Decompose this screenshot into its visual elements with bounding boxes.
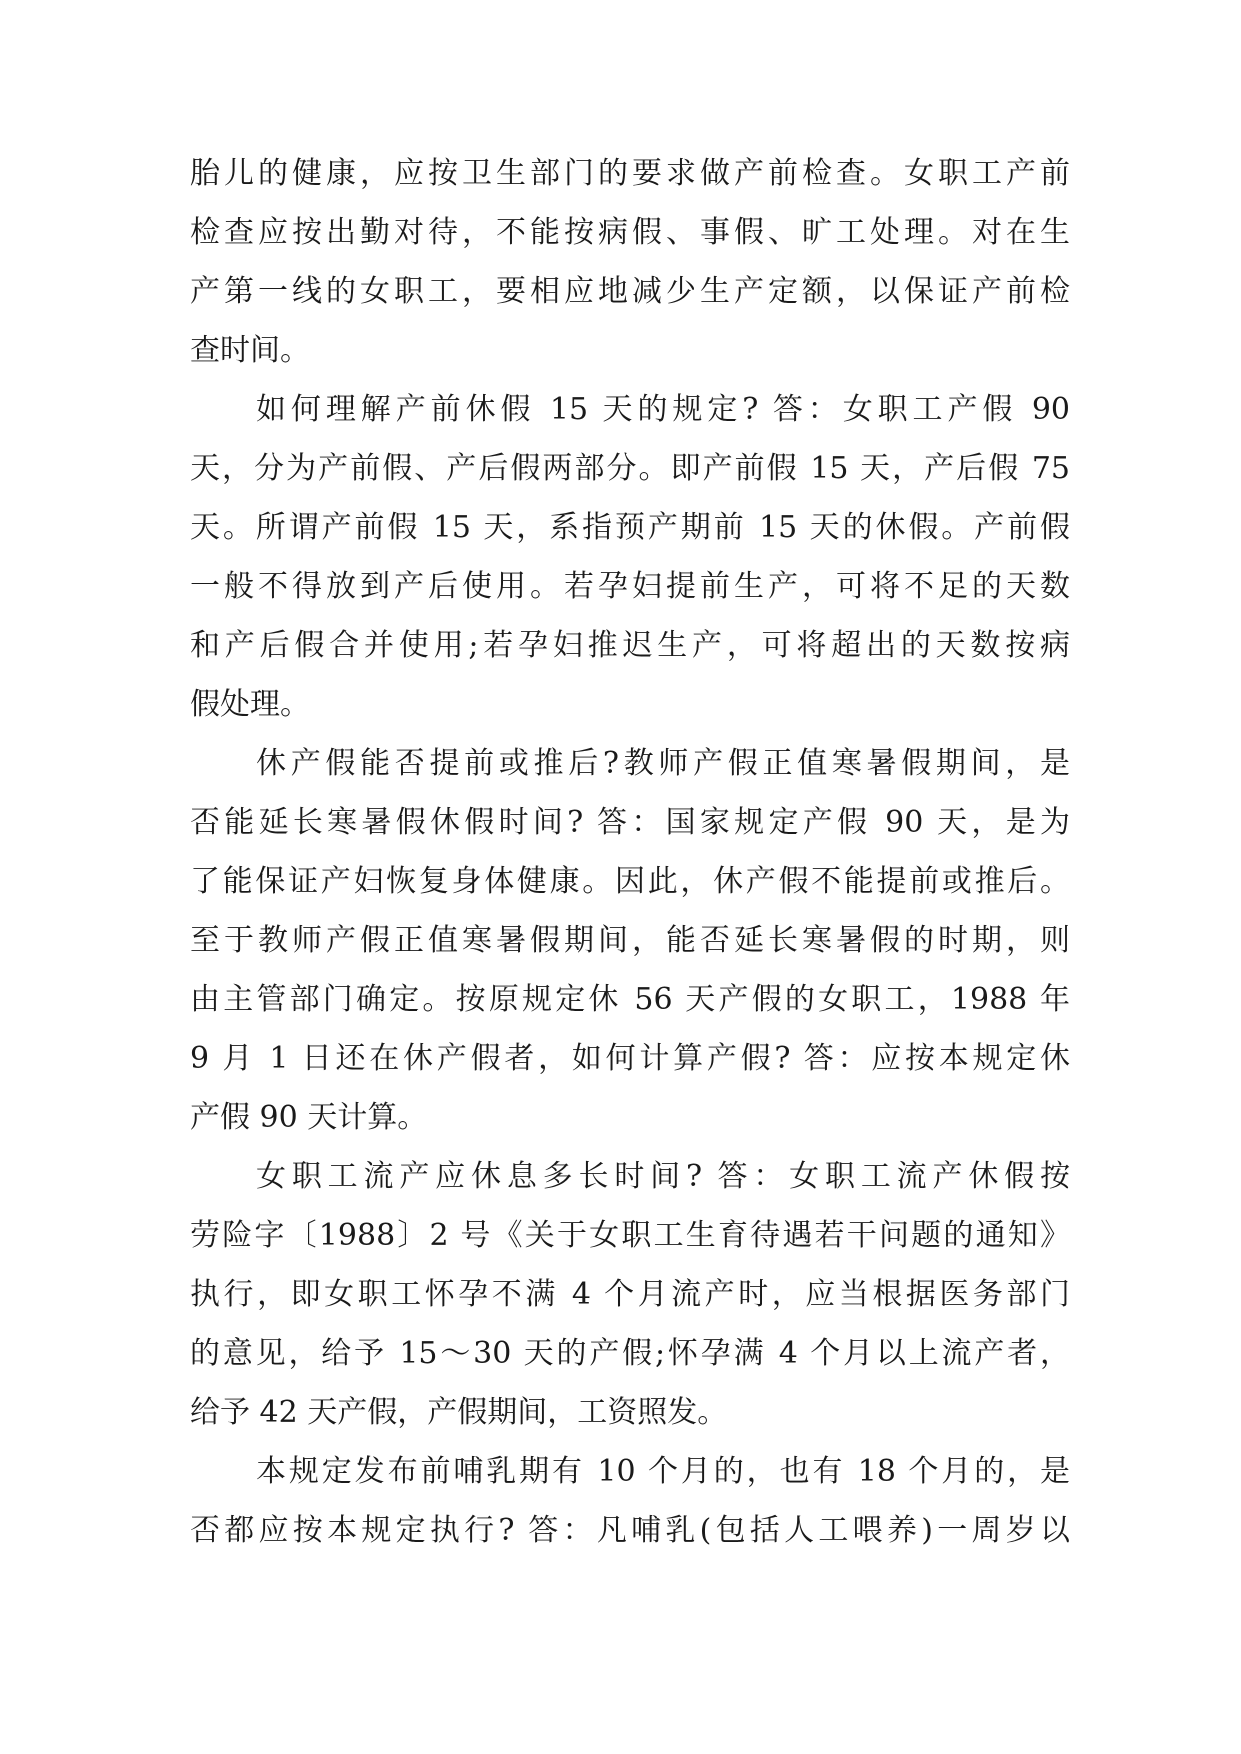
paragraph-line: 查时间。: [190, 333, 310, 368]
paragraph-line: 至于教师产假正值寒暑假期间，能否延长寒暑假的时期，则: [190, 923, 1070, 958]
paragraph-line: 产第一线的女职工，要相应地减少生产定额，以保证产前检: [190, 274, 1070, 309]
paragraph-line: 本规定发布前哺乳期有 10 个月的，也有 18 个月的，是: [256, 1454, 1070, 1489]
paragraph-line: 执行，即女职工怀孕不满 4 个月流产时，应当根据医务部门: [190, 1277, 1070, 1312]
paragraph-line: 给予 42 天产假，产假期间，工资照发。: [190, 1395, 728, 1430]
paragraph-line: 劳险字〔1988〕2 号《关于女职工生育待遇若干问题的通知》: [190, 1218, 1070, 1253]
paragraph-line: 9 月 1 日还在休产假者，如何计算产假? 答：应按本规定休: [190, 1041, 1070, 1076]
paragraph-line: 女职工流产应休息多长时间? 答：女职工流产休假按: [256, 1159, 1070, 1194]
paragraph-line: 了能保证产妇恢复身体健康。因此，休产假不能提前或推后。: [190, 864, 1070, 899]
paragraph-line: 天，分为产前假、产后假两部分。即产前假 15 天，产后假 75: [190, 451, 1070, 486]
paragraph-line: 产假 90 天计算。: [190, 1100, 428, 1135]
paragraph-line: 一般不得放到产后使用。若孕妇提前生产，可将不足的天数: [190, 569, 1070, 604]
paragraph-line: 和产后假合并使用;若孕妇推迟生产，可将超出的天数按病: [190, 628, 1070, 663]
paragraph-line: 休产假能否提前或推后?教师产假正值寒暑假期间，是: [256, 746, 1070, 781]
paragraph-line: 否能延长寒暑假休假时间? 答：国家规定产假 90 天，是为: [190, 805, 1070, 840]
paragraph-line: 由主管部门确定。按原规定休 56 天产假的女职工，1988 年: [190, 982, 1070, 1017]
paragraph-line: 否都应按本规定执行? 答：凡哺乳(包括人工喂养)一周岁以: [190, 1513, 1070, 1548]
paragraph-line: 检查应按出勤对待，不能按病假、事假、旷工处理。对在生: [190, 215, 1070, 250]
paragraph-line: 如何理解产前休假 15 天的规定? 答：女职工产假 90: [256, 392, 1070, 427]
paragraph-line: 假处理。: [190, 687, 310, 722]
paragraph-line: 的意见，给予 15～30 天的产假;怀孕满 4 个月以上流产者，: [190, 1336, 1070, 1371]
paragraph-line: 天。所谓产前假 15 天，系指预产期前 15 天的休假。产前假: [190, 510, 1070, 545]
paragraph-line: 胎儿的健康，应按卫生部门的要求做产前检查。女职工产前: [190, 156, 1070, 191]
